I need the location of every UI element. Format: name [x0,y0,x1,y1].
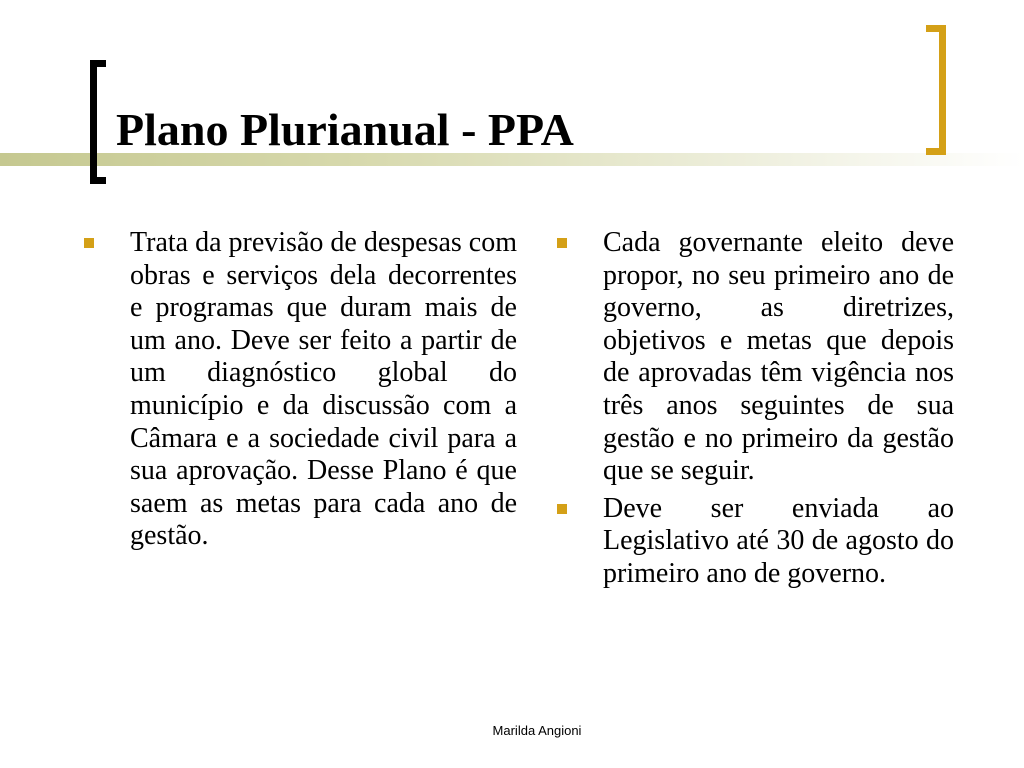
bullet-item [84,227,517,553]
bullet-item [557,493,954,591]
square-bullet-icon [557,504,567,514]
left-bracket-icon [90,60,106,184]
bullet-text: Cada governante eleito deve propor, no seu primeiro ano de governo, as diretrizes, objetivos e metas que depois de aprovadas têm vigência nos três anos seguintes de sua gestão e no primeiro da gestão que se seguir. [603,227,954,487]
right-bracket-icon [926,25,946,155]
right-column [557,227,954,596]
footer-text: Marilda Angioni [492,723,582,738]
footer-author [0,723,1024,738]
bullet-text: Deve ser enviada ao Legislativo até 30 de agosto do primeiro ano de governo. [603,492,954,589]
bullet-text: Trata da previsão de despesas com obras e serviços dela decorrentes e programas que duram mais de um ano. Deve ser feito a partir de um diagnóstico global do município e da discussão com a Câmara e a sociedade civil para a sua aprovação. Desse Plano é que saem as metas para cada ano de gestão. [130,227,517,552]
left-column [84,227,517,558]
slide-title: Plano Plurianual - PPA [116,104,574,155]
square-bullet-icon [84,238,94,248]
square-bullet-icon [557,238,567,248]
bullet-item [557,227,954,488]
